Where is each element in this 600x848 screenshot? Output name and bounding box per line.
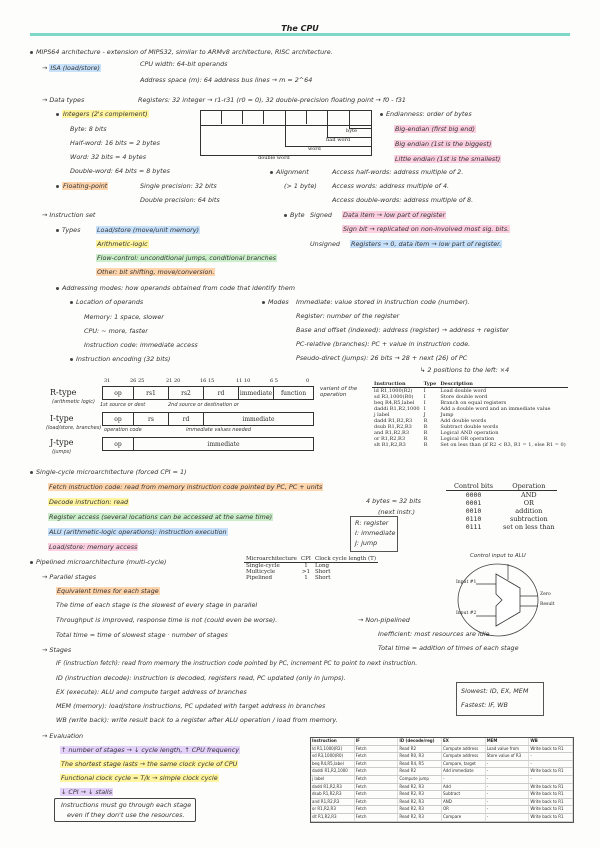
isa-cpu-width: CPU width: 64-bit operands [140, 60, 228, 68]
i-field-immediate: immediate [242, 415, 275, 423]
type-cell: R [423, 424, 428, 430]
stage-table-header: Instruction IF ID (decode/reg) EX MEM WB [311, 738, 573, 746]
alu-line: ALU (arithmetic-logic operations): instruction execution [49, 528, 227, 536]
stage-table-cell: Fetch [355, 746, 399, 753]
stage-table-cell: Read R2 [398, 768, 442, 775]
location-label: Location of operands [70, 298, 143, 306]
intro-line: MIPS64 architecture - extension of MIPS32, similar to ARMv8 architecture, RISC architecture. [30, 48, 333, 56]
eval-cpi: ↓ CPI → ↓ stalls [61, 788, 113, 796]
instruction-cell: j label [374, 412, 390, 418]
r-field-rd: rd [204, 387, 239, 399]
alignment-words: Access words: address multiple of 4. [332, 182, 450, 190]
description-cell: Load double word [440, 388, 487, 394]
alu-control-label: Control input to ALU [470, 553, 526, 559]
data-types-label: → Data types [42, 96, 85, 104]
control-bits-table: Control bits Operation 0000 AND 0001 OR 0010 addition 0110 subtraction 0111 set on less than [446, 482, 557, 531]
stage-table-cell: Fetch [355, 806, 399, 813]
format-ann-1: 1st source or dest [100, 402, 146, 408]
single-precision-line: Single precision: 32 bits [140, 182, 217, 190]
modes-label: Modes [262, 298, 289, 306]
operation-cell: OR [523, 499, 534, 507]
stage-table-cell: Write back to R1 [529, 784, 573, 791]
control-row [446, 515, 557, 523]
instruction-cell: beq R4,R5,label [374, 400, 415, 406]
stage-table-cell: dsub R1,R2,R3 [311, 791, 355, 798]
equivalent-line: Equivalent times for each stage [57, 587, 159, 595]
parallel-label: → Parallel stages [42, 573, 97, 581]
signed-label: Signed [310, 211, 332, 219]
mode-base: Base and offset (indexed): address (register) → address + register [296, 326, 509, 334]
stage-table-cell: Fetch [355, 814, 399, 821]
alu-shape [446, 560, 574, 640]
stage-table-cell: Read R2, R3 [398, 799, 442, 806]
clock-cell: Short [314, 575, 331, 581]
stage-table-row [311, 806, 573, 814]
instruction-row [372, 442, 568, 448]
mode-register: Register: number of the register [296, 312, 400, 320]
stage-table-cell: Fetch [355, 753, 399, 760]
byte-label: Byte [284, 211, 305, 219]
stage-table-cell: Write back to R1 [529, 746, 573, 753]
type-arithmetic: Arithmetic-logic [97, 240, 148, 248]
stage-table-cell: beq R4,R5,label [311, 761, 355, 768]
alignment-size-note: (> 1 byte) [284, 182, 317, 190]
legend-immediate: I: immediate [355, 529, 396, 537]
stage-table-cell: Write back to R1 [529, 799, 573, 806]
floating-point-label: Floating-point [56, 182, 108, 190]
addressing-label: Addressing modes: how operands obtained from code that identify them [56, 284, 295, 292]
r-type-label: R-type [50, 388, 77, 397]
big-endian-note: Big endian (1st is the biggest) [395, 140, 492, 148]
stage-table-cell: Add [442, 784, 486, 791]
description-cell: Add a double word and an immediate value [440, 406, 551, 412]
stage-table-cell: and R1,R2,R3 [311, 799, 355, 806]
stage-table-row [311, 791, 573, 799]
register-line: Register access (several locations can be accessed at the same time) [49, 513, 273, 521]
stage-table-cell: Fetch [355, 791, 399, 798]
type-cell: J [423, 412, 426, 418]
stage-table-cell: or R1,R2,R3 [311, 806, 355, 813]
microarch-cell: Multicycle [246, 569, 276, 575]
format-ann-3: operation code [104, 427, 142, 433]
stage-table-cell: - [486, 761, 530, 768]
stage-table-cell: - [529, 761, 573, 768]
i-type-label: I-type [50, 414, 74, 423]
instruction-cell: slt R1,R2,R3 [374, 442, 406, 448]
stage-table-cell: - [529, 776, 573, 783]
stages-label: → Stages [42, 646, 72, 654]
stage-table-cell: daddi R1,R2,1000 [311, 768, 355, 775]
alu-input-1: Input #1 [456, 580, 477, 585]
stage-table-cell: Read R0, R3 [398, 753, 442, 760]
control-bits-cell: 0110 [465, 515, 482, 523]
description-cell: Subtract double words [440, 424, 499, 430]
format-legend [350, 516, 398, 552]
stage-table-cell: sd R3,1000(R0) [311, 753, 355, 760]
load-store-line: Load/store: memory access [49, 543, 138, 551]
r-field-function: function [280, 389, 307, 397]
microarch-cell: Pipelined [246, 575, 273, 581]
r-type-format [102, 386, 314, 400]
mode-pc-relative: PC-relative (branches): PC + value in instruction code. [296, 340, 471, 348]
mode-pseudo-direct: Pseudo-direct (jumps): 26 bits → 28 + next (26) of PC [296, 354, 468, 362]
word-line: Word: 32 bits = 4 bytes [70, 153, 147, 161]
description-cell: Store double word [440, 394, 488, 400]
stage-table-cell: Fetch [355, 768, 399, 775]
stage-table-row [311, 753, 573, 761]
clock-cell: Short [314, 569, 331, 575]
r-field-rs1: rs1 [134, 387, 169, 399]
instruction-cell: or R1,R2,R3 [374, 436, 406, 442]
stage-table-cell: Subtract [442, 791, 486, 798]
instruction-cell: daddi R1,R2,1000 [374, 406, 420, 412]
eval-functional: Functional clock cycle = T/k → simple clock cycle [61, 774, 218, 782]
diagram-half-word-label: half word [326, 137, 351, 143]
alu-input-2: Input #2 [456, 611, 477, 616]
operation-cell: addition [515, 507, 543, 515]
cpi-cell: 1 [304, 575, 308, 581]
time-line: The time of each stage is the slowest of every stage in parallel [56, 601, 258, 609]
description-cell: Branch on equal registers [440, 400, 507, 406]
isa-label: → ISA (load/store) [42, 64, 100, 72]
location-instruction: Instruction code: immediate access [84, 341, 198, 349]
j-field-op: op [103, 438, 134, 450]
stage-table-cell: ld R1,1000(R2) [311, 746, 355, 753]
stage-speed-box [456, 682, 544, 716]
instruction-cell: dadd R1,R2,R3 [374, 418, 413, 424]
location-cpu: CPU: ~ more, faster [84, 327, 148, 335]
instruction-cell: dsub R1,R2,R3 [374, 424, 412, 430]
stage-table-cell: AND [442, 799, 486, 806]
stage-table-row [311, 768, 573, 776]
bytes-note: 4 bytes = 32 bits [366, 497, 421, 505]
stage-table-cell: - [442, 776, 486, 783]
title-rule [30, 33, 570, 36]
stage-table-row [311, 784, 573, 792]
slowest-stages: Slowest: ID, EX, MEM [461, 687, 529, 695]
stage-table-cell: Compute address [442, 753, 486, 760]
type-flow: Flow-control: unconditional jumps, conditional branches [97, 254, 276, 262]
unsigned-label: Unsigned [310, 240, 340, 248]
double-precision-line: Double precision: 64 bits [140, 196, 220, 204]
stage-table-cell: - [486, 799, 530, 806]
non-pipelined-label: → Non-pipelined [358, 616, 410, 624]
j-field-immediate: immediate [207, 440, 240, 448]
stage-table-cell: - [529, 753, 573, 760]
endianness-label: Endianness: order of bytes [380, 110, 472, 118]
little-endian-line: Little endian (1st is the smallest) [395, 155, 501, 163]
stage-table-row [311, 776, 573, 784]
pipeline-stage-table [310, 737, 574, 823]
decode-line: Decode instruction: read [49, 498, 129, 506]
format-ann-4: immediate values needed [186, 427, 252, 433]
fastest-stages: Fastest: IF, WB [461, 701, 508, 709]
isa-address-space: Address space (m): 64 address bus lines → m = 2^64 [140, 76, 313, 84]
i-field-op: op [103, 413, 134, 425]
type-cell: I [423, 388, 426, 394]
types-label: Types [56, 226, 80, 234]
microarch-row [244, 575, 378, 581]
legend-register: R: register [355, 519, 389, 527]
registers-line: Registers: 32 integer → r1-r31 (r0 = 0), 32 double-precision floating point → f0 - f31 [138, 96, 406, 104]
stage-table-cell: - [486, 791, 530, 798]
bit-21-20: 21 20 [166, 378, 181, 384]
clock-cell: Long [314, 563, 330, 569]
stage-table-cell: - [486, 768, 530, 775]
alignment-half: Access half-words: address multiple of 2. [332, 168, 464, 176]
stage-table-cell: Read R2, R3 [398, 784, 442, 791]
legend-jump: J: jump [355, 539, 378, 547]
stage-table-cell: Read R2, R3 [398, 791, 442, 798]
cpi-cell: 1 [304, 563, 308, 569]
page-title: The CPU [281, 24, 319, 33]
operation-cell: subtraction [509, 515, 548, 523]
r-type-side-note: variant of the operation [320, 386, 358, 398]
eval-shortest: The shortest stage lasts → the same clock cycle of CPU [61, 760, 238, 768]
instruction-cell: and R1,R2,R3 [374, 430, 410, 436]
inefficient-line: Inefficient: most resources are idle [378, 630, 490, 638]
even-line: even if they don't use the resources. [67, 811, 185, 819]
operation-cell: set on less than [503, 523, 555, 531]
control-row [446, 491, 557, 500]
pseudo-note: ↳ 2 positions to the left: ×4 [420, 366, 510, 374]
stage-table-cell: Load value from [486, 746, 530, 753]
stage-table-cell: Write back to R1 [529, 806, 573, 813]
diagram-double-word-label: double word [258, 155, 290, 161]
stage-table-cell: Compute jump [398, 776, 442, 783]
instruction-table [372, 381, 568, 448]
bit-16-15: 16 15 [200, 378, 215, 384]
stage-id: ID (instruction decode): instruction is decoded, registers read, PC updated (only in jumps). [56, 674, 346, 682]
stage-if: IF (instruction fetch): read from memory the instruction code pointed by PC, increment PC to point to next instruction. [56, 660, 418, 667]
description-cell: Set on less than (if R2 < R3, R1 = 1, else R1 = 0) [440, 442, 566, 448]
type-cell: I [423, 394, 426, 400]
r-field-rs2: rs2 [169, 387, 204, 399]
signed-text: Data item → low part of register [343, 211, 446, 219]
alu-zero: Zero [540, 592, 551, 597]
i-field-rs: rs [134, 413, 169, 425]
r-type-note: (arithmetic logic) [52, 399, 95, 405]
i-field-rd: rd [169, 413, 204, 425]
eval-stages: ↑ number of stages → ↓ cycle length, ↑ CPU frequency [61, 746, 240, 754]
instruction-cell: ld R1,1000(R2) [374, 388, 413, 394]
cpi-cell: >1 [301, 569, 310, 575]
stage-table-cell: Read R4, R5 [398, 761, 442, 768]
microarch-table: Microarchitecture CPI Clock cycle length (T) Single-cycle 1 Long Multicycle >1 Short Pipelined 1 Short [246, 556, 376, 581]
bit-26-25: 26 25 [130, 378, 145, 384]
control-bits-cell: 0000 [465, 491, 482, 499]
bit-31: 31 [104, 378, 111, 384]
type-cell: R [423, 430, 428, 436]
r-field-op: op [103, 387, 134, 399]
type-other: Other: bit shifting, move/conversion. [97, 268, 215, 276]
format-ann-2: 2nd source or destination or [168, 402, 239, 408]
must-go-line: Instructions must go through each stage [61, 801, 192, 809]
stage-table-cell: Fetch [355, 776, 399, 783]
total-line: Total time = time of slowest stage · number of stages [56, 631, 228, 639]
control-bits-cell: 0001 [465, 499, 482, 507]
control-row [446, 523, 557, 531]
unsigned-text: Registers → 0, data item → low part of register. [351, 240, 502, 248]
stage-table-cell: Compute address [442, 746, 486, 753]
bytes-note-2: (next instr.) [378, 508, 416, 516]
alignment-label: Alignment [270, 168, 309, 176]
big-endian-line: Big-endian (first big end) [395, 125, 475, 133]
instruction-row [372, 406, 568, 412]
stage-table-cell: Write back to R1 [529, 791, 573, 798]
stage-table-cell: - [486, 814, 530, 821]
type-cell: I [423, 406, 426, 412]
double-word-line: Double-word: 64 bits = 8 bytes [70, 167, 170, 175]
control-row [446, 499, 557, 507]
type-cell: R [423, 442, 428, 448]
stage-mem: MEM (memory): load/store instructions, PC updated with target address in branches [56, 702, 326, 710]
stage-table-cell: - [486, 776, 530, 783]
integers-label: Integers (2's complement) [56, 110, 149, 118]
operation-cell: AND [521, 491, 537, 499]
stage-table-row [311, 799, 573, 807]
stage-table-cell: Read R2 [398, 746, 442, 753]
alu-result: Result [540, 602, 555, 607]
j-type-label: J-type [50, 438, 74, 447]
description-cell: Logical OR operation [440, 436, 495, 442]
i-type-note: (load/store, branches) [46, 425, 102, 431]
stage-table-cell: Write back to R1 [529, 814, 573, 821]
stage-ex: EX (execute): ALU and compute target address of branches [56, 688, 247, 696]
j-type-format [102, 437, 314, 451]
description-cell: Add double words [440, 418, 487, 424]
stage-table-cell: Write back to R1 [529, 768, 573, 775]
single-cycle-label: Single-cycle microarchitecture (forced CPI = 1) [30, 468, 187, 476]
control-bits-cell: 0111 [465, 523, 482, 531]
type-load-store: Load/store (move/unit memory) [97, 226, 200, 234]
fetch-line: Fetch instruction code: read from memory instruction code pointed by PC, PC + units [49, 483, 323, 491]
i-type-format [102, 412, 314, 426]
instruction-table-header: Instruction Type Description [372, 381, 568, 388]
stage-table-cell: - [486, 784, 530, 791]
stage-table-cell: Read R2, R3 [398, 806, 442, 813]
stage-table-cell: Compare [442, 814, 486, 821]
diagram-byte-label: byte [346, 128, 357, 134]
type-cell: I [423, 400, 426, 406]
stage-table-cell: Fetch [355, 784, 399, 791]
stage-table-cell: Fetch [355, 799, 399, 806]
must-go-box [54, 798, 196, 822]
half-word-line: Half-word: 16 bits = 2 bytes [70, 139, 160, 147]
evaluation-label: → Evaluation [42, 732, 84, 740]
stage-table-cell: - [486, 806, 530, 813]
throughput-line: Throughput is improved, response time is not (could even be worse). [56, 616, 278, 624]
byte-line: Byte: 8 bits [70, 125, 107, 133]
r-field-immediate: immediate [239, 387, 274, 399]
description-cell: Jump [440, 412, 454, 418]
stage-table-cell: j label [311, 776, 355, 783]
stage-table-row [311, 746, 573, 754]
stage-table-row [311, 814, 573, 822]
bit-0: 0 [306, 378, 310, 384]
stage-wb: WB (write back): write result back to a register after ALU operation / load from memory. [56, 716, 338, 724]
pipelined-label: Pipelined microarchitecture (multi-cycle) [30, 558, 166, 566]
stage-table-cell: Fetch [355, 761, 399, 768]
mode-immediate: Immediate: value stored in instruction code (number). [296, 298, 470, 306]
signed-text-2: Sign bit → replicated on non-involved most sig. bits. [343, 225, 510, 233]
type-cell: R [423, 418, 428, 424]
stage-table-cell: dadd R1,R2,R3 [311, 784, 355, 791]
bit-6-5: 6 5 [270, 378, 278, 384]
alignment-doubles: Access double-words: address multiple of 8. [332, 196, 474, 204]
stage-table-cell: Add immediate [442, 768, 486, 775]
stage-table-row [311, 761, 573, 769]
description-cell: Logical AND operation [440, 430, 499, 436]
control-bits-cell: 0010 [465, 507, 482, 515]
stage-table-cell: Compare, target [442, 761, 486, 768]
control-row [446, 507, 557, 515]
stage-table-cell: slt R1,R2,R3 [311, 814, 355, 821]
j-type-note: (jumps) [52, 449, 72, 455]
instruction-cell: sd R3,1000(R0) [374, 394, 414, 400]
stage-table-cell: OR [442, 806, 486, 813]
encoding-label: Instruction encoding (32 bits) [70, 355, 170, 363]
bit-11-10: 11 10 [236, 378, 251, 384]
total-time-line: Total time = addition of times of each stage [378, 644, 519, 652]
stage-table-cell: Read R2, R3 [398, 814, 442, 821]
stage-table-cell: Store value of R3 [486, 753, 530, 760]
microarch-cell: Single-cycle [246, 563, 280, 569]
type-cell: R [423, 436, 428, 442]
location-memory: Memory: 1 space, slower [84, 313, 164, 321]
instruction-set-label: → Instruction set [42, 211, 96, 219]
diagram-word-label: word [308, 146, 321, 152]
